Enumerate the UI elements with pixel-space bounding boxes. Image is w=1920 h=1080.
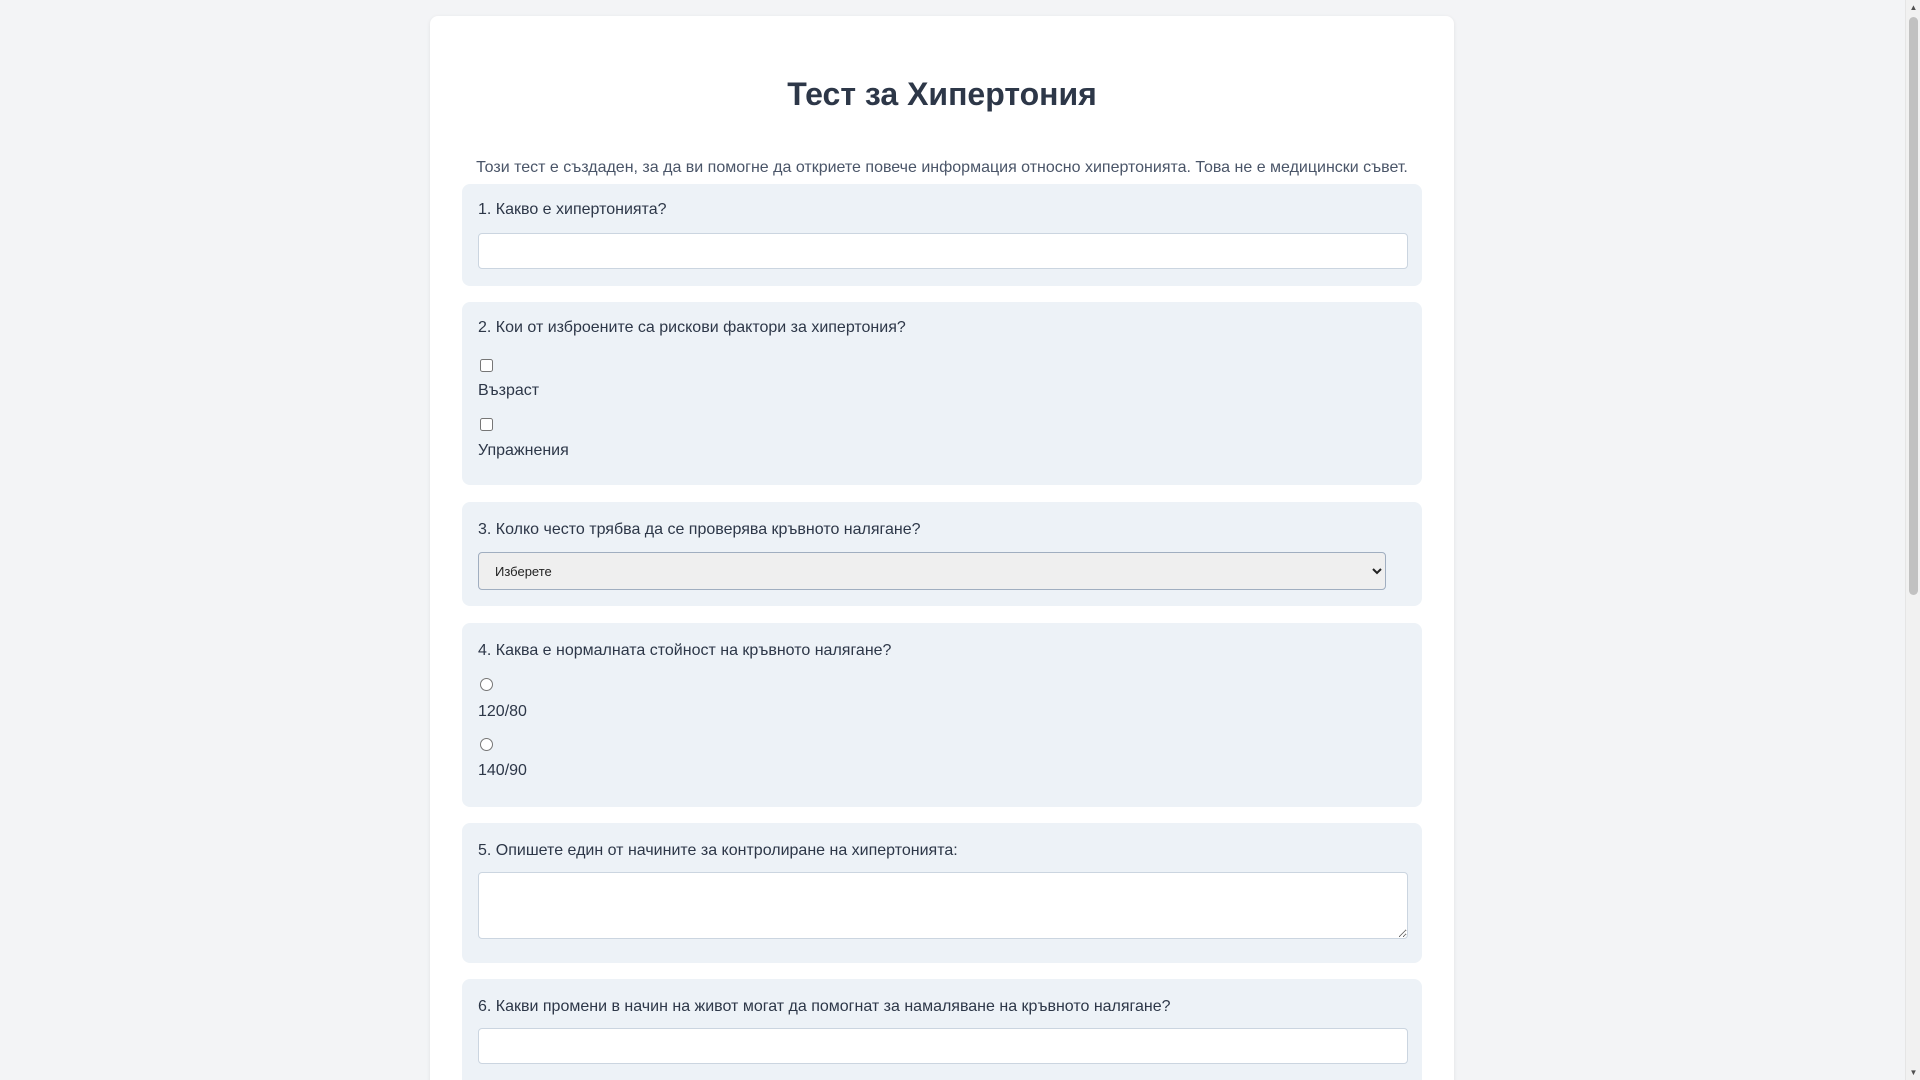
radio-120-80[interactable] <box>480 678 493 691</box>
question-4-label: 4. Каква е нормалната стойност на кръвното налягане? <box>478 642 892 659</box>
radio-140-90[interactable] <box>480 738 493 751</box>
checkbox-age-label: Възраст <box>478 382 540 399</box>
question-1 <box>462 184 1422 286</box>
question-3 <box>462 502 1422 606</box>
question-6 <box>462 979 1422 1080</box>
page-title: Тест за Хипертония <box>787 76 1097 112</box>
question-6-label: 6. Какви промени в начин на живот могат да помогнат за намаляване на кръвното налягане? <box>478 998 1171 1015</box>
question-5-label: 5. Опишете един от начините за контролиране на хипертонията: <box>478 842 958 859</box>
question-6-input[interactable] <box>478 1028 1408 1064</box>
intro-text: Този тест е създаден, за да ви помогне да откриете повече информация относно хипертонията. Това не е медицински съвет. <box>476 159 1408 176</box>
triangle-up-icon[interactable]: ▲ <box>1909 3 1918 12</box>
triangle-down-icon[interactable]: ▼ <box>1909 1068 1918 1077</box>
checkbox-age[interactable] <box>480 359 493 372</box>
radio-140-90-label: 140/90 <box>478 762 527 779</box>
question-4 <box>462 623 1422 807</box>
question-5 <box>462 823 1422 963</box>
radio-120-80-label: 120/80 <box>478 703 527 720</box>
frequency-select[interactable] <box>478 552 1386 590</box>
question-1-label: 1. Какво е хипертонията? <box>478 201 667 218</box>
scrollbar-thumb[interactable] <box>1909 17 1918 595</box>
question-1-input[interactable] <box>478 233 1408 269</box>
checkbox-exercise[interactable] <box>480 418 493 431</box>
quiz-card <box>430 16 1454 1080</box>
checkbox-exercise-label: Упражнения <box>478 442 569 459</box>
question-2 <box>462 302 1422 485</box>
page-scrollbar[interactable] <box>1905 0 1920 1080</box>
question-3-label: 3. Колко често трябва да се проверява кръвното налягане? <box>478 521 921 538</box>
question-2-label: 2. Кои от изброените са рискови фактори за хипертония? <box>478 319 906 336</box>
question-5-textarea[interactable] <box>478 872 1408 939</box>
